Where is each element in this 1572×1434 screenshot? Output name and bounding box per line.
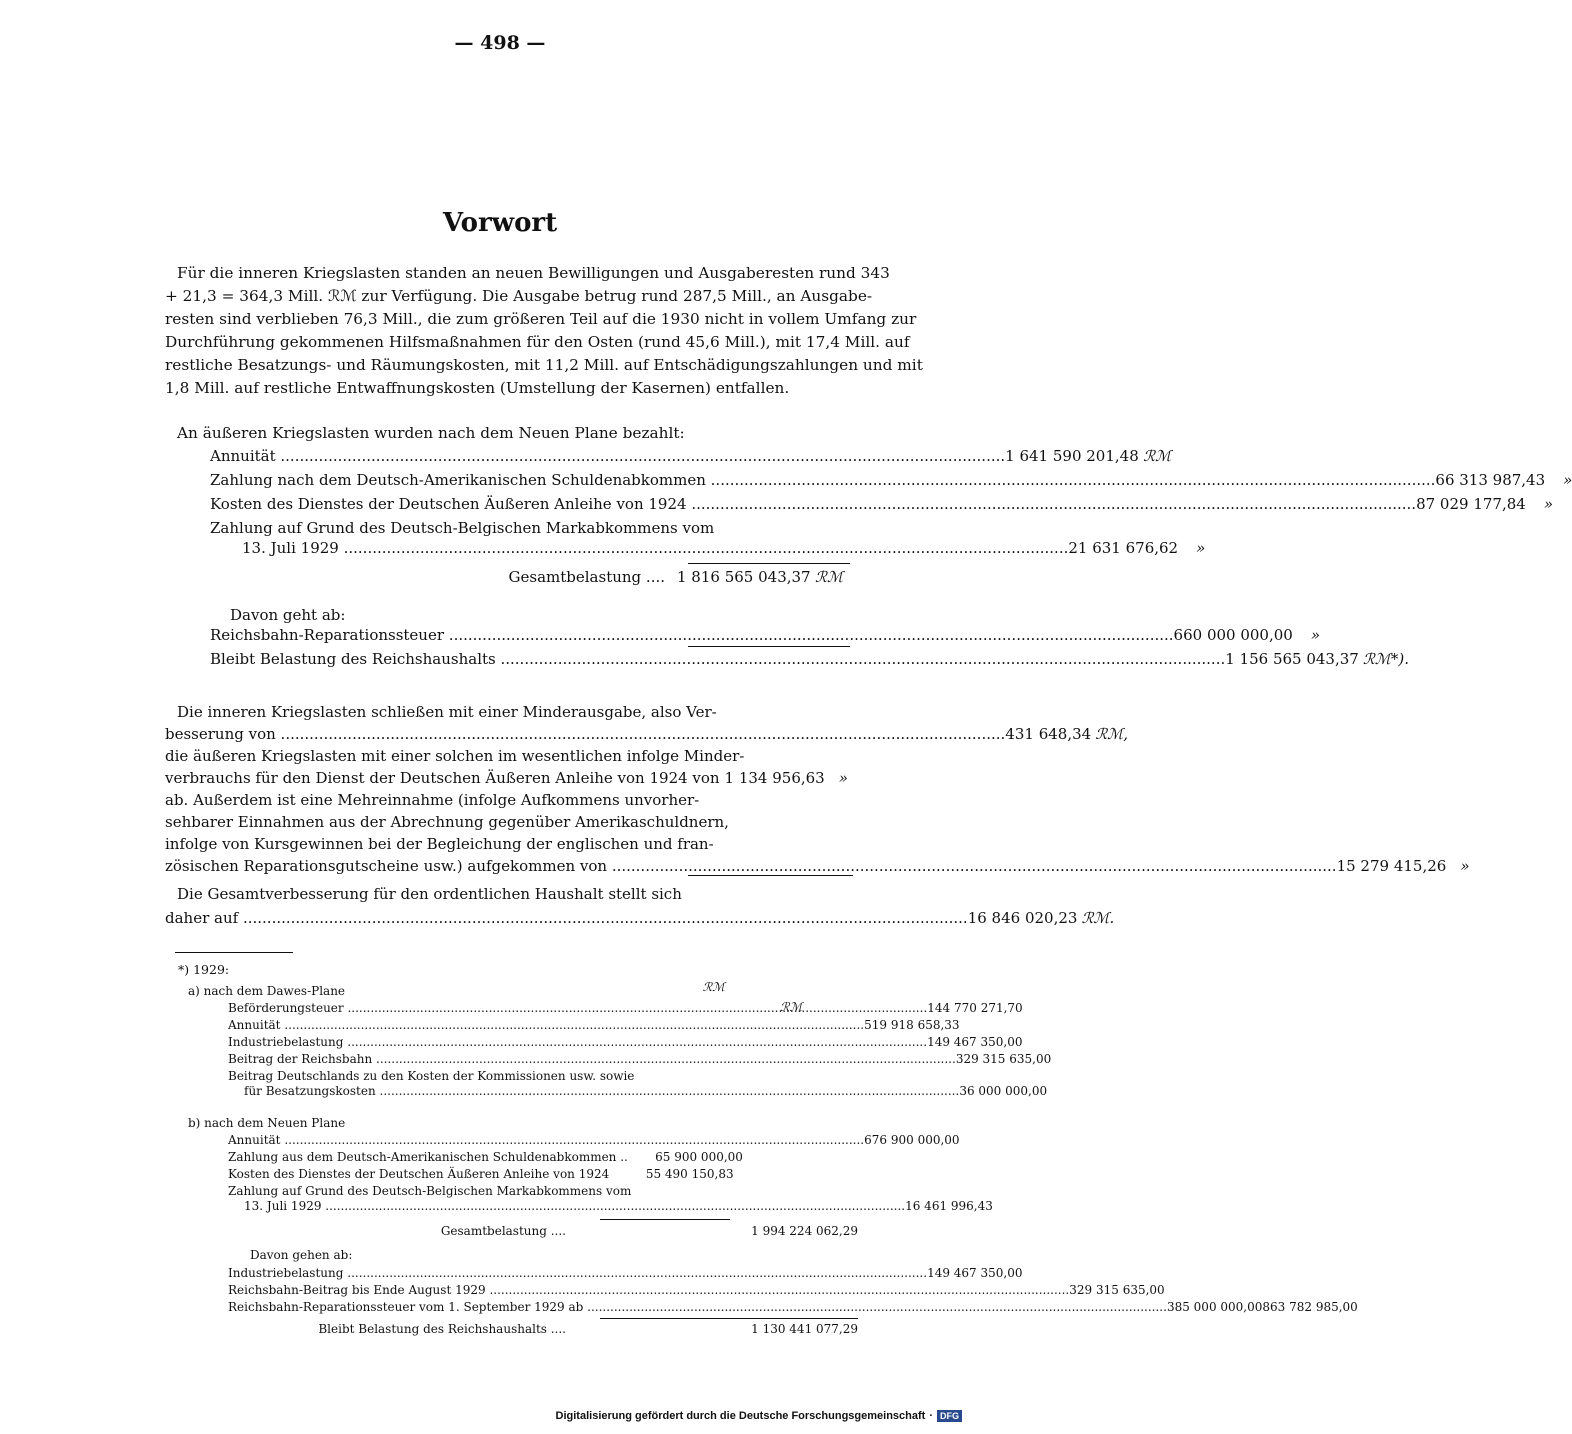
row-label: Annuität ..... <box>228 1133 864 1147</box>
footnote-row <box>228 1283 1165 1300</box>
footnote-remaining <box>228 1322 858 1336</box>
improvement-line <box>165 835 865 857</box>
item-amount: 87 029 177,84 <box>1416 495 1526 513</box>
row-label: Reichsbahn-Reparationssteuer vom 1. September 1929 ab ..... <box>228 1300 1167 1314</box>
external-item <box>210 519 855 539</box>
line-amount: 16 846 020,23 <box>967 909 1078 927</box>
footnote-row <box>228 1018 960 1035</box>
intro-line: resten sind verblieben 76,3 Mill., die zum größeren Teil auf die 1930 nicht in vollem Umfang zur <box>165 310 917 328</box>
footnote-row <box>228 1069 858 1084</box>
total-unit: ℛℳ <box>815 568 844 586</box>
improvement-line <box>165 885 865 909</box>
footnote-row <box>228 1199 993 1216</box>
item-label: Zahlung auf Grund des Deutsch-Belgischen Markabkommens vom <box>210 519 715 537</box>
intro-paragraph <box>165 262 923 400</box>
row-value: 16 461 996,43 <box>905 1199 993 1213</box>
footnote-a-items <box>228 1001 1052 1101</box>
line-amount: 15 279 415,26 <box>1336 857 1447 875</box>
row-label: Beitrag der Reichsbahn ..... <box>228 1052 956 1066</box>
row-value: 676 900 000,00 <box>864 1133 960 1147</box>
footnote-row <box>228 1150 858 1167</box>
digitization-footer <box>556 1410 962 1422</box>
footnote-deduct-items <box>228 1266 1358 1317</box>
page-number: — 498 — <box>454 32 546 54</box>
item-amount: 66 313 987,43 <box>1435 471 1546 489</box>
footnote-row <box>228 1266 1023 1283</box>
item-amount: 1 641 590 201,48 <box>1005 447 1139 465</box>
footnote-row <box>228 1133 960 1150</box>
improvement-line <box>165 791 865 813</box>
footnote-row <box>228 1001 1023 1018</box>
row-value: 55 490 150,83 <box>645 1167 734 1181</box>
line-text: infolge von Kursgewinnen bei der Begleichung der englischen und fran- <box>165 835 714 853</box>
row-label: Beförderungsteuer ..... <box>228 1001 927 1015</box>
page-title: Vorwort <box>442 208 558 238</box>
row-value-2: 863 782 985,00 <box>1262 1300 1358 1314</box>
sum-rule <box>600 1219 730 1220</box>
external-item <box>210 447 1172 471</box>
item-unit: » <box>1196 539 1206 557</box>
item-label: Zahlung nach dem Deutsch-Amerikanischen Schuldenabkommen ..... <box>210 471 1435 489</box>
improvement-line <box>165 909 1115 931</box>
remaining-label: Bleibt Belastung des Reichshaushalts .... <box>318 1322 566 1336</box>
total-label: Gesamtbelastung .... <box>508 568 665 586</box>
improvement-line <box>165 813 865 835</box>
line-text: verbrauchs für den Dienst der Deutschen Äußeren Anleihe von 1924 von <box>165 769 720 787</box>
dfg-logo: DFG <box>937 1410 962 1422</box>
total-value: 1 994 224 062,29 <box>751 1224 858 1238</box>
improvement-line <box>165 725 1128 747</box>
intro-line: Durchführung gekommenen Hilfsmaßnahmen für den Osten (rund 45,6 Mill.), mit 17,4 Mill. auf <box>165 333 910 351</box>
line-text: zösischen Reparationsgutscheine usw.) aufgekommen von ..... <box>165 857 1337 875</box>
sum-rule <box>688 646 850 647</box>
row-label: Kosten des Dienstes der Deutschen Äußeren Anleihe von 1924 <box>228 1167 610 1181</box>
footnote-row <box>228 1167 858 1184</box>
row-value: 149 467 350,00 <box>927 1266 1023 1280</box>
row-label: Industriebelastung ..... <box>228 1035 927 1049</box>
footnote-col1-unit: ℛℳ <box>702 980 725 994</box>
sum-rule <box>688 563 850 564</box>
line-amount: 431 648,34 <box>1005 725 1092 743</box>
external-item <box>210 471 1572 495</box>
line-text: besserung von ..... <box>165 725 1005 743</box>
total-label: Gesamtbelastung .... <box>440 1224 566 1238</box>
footnote-separator <box>175 952 293 953</box>
row-value: 144 770 271,70 <box>927 1001 1023 1015</box>
improvement-line <box>165 769 865 791</box>
item-label: Annuität ..... <box>210 447 1005 465</box>
remaining-unit: ℛℳ*). <box>1362 650 1409 668</box>
row-value: 519 918 658,33 <box>864 1018 960 1032</box>
improvements-block <box>165 703 1470 931</box>
row-value: 65 900 000,00 <box>655 1150 743 1164</box>
footnote-row <box>228 1184 858 1199</box>
intro-line: + 21,3 = 364,3 Mill. ℛℳ zur Verfügung. Die Ausgabe betrug rund 287,5 Mill., an Ausgabe- <box>165 287 873 305</box>
footnote-deduct-heading: Davon gehen ab: <box>250 1248 353 1262</box>
row-value: 149 467 350,00 <box>927 1035 1023 1049</box>
line-unit: » <box>1460 857 1470 875</box>
footnote-row <box>228 1084 1048 1101</box>
row-label: Industriebelastung ..... <box>228 1266 927 1280</box>
deduct-amount: 660 000 000,00 <box>1173 626 1293 644</box>
row-value: 329 315 635,00 <box>955 1052 1052 1066</box>
footnote-row <box>228 1052 1052 1069</box>
item-label: Kosten des Dienstes der Deutschen Äußeren Anleihe von 1924 ..... <box>210 495 1416 513</box>
row-label: Reichsbahn-Beitrag bis Ende August 1929 ..... <box>228 1283 1069 1297</box>
total-amount: 1 816 565 043,37 <box>677 568 811 586</box>
item-label: 13. Juli 1929 ..... <box>210 539 1068 557</box>
line-unit: » <box>838 769 848 787</box>
line-text: daher auf ..... <box>165 909 968 927</box>
line-text: Die Gesamtverbesserung für den ordentlichen Haushalt stellt sich <box>177 885 682 903</box>
row-label: Zahlung aus dem Deutsch-Amerikanischen Schuldenabkommen .. <box>228 1150 628 1164</box>
external-heading: An äußeren Kriegslasten wurden nach dem Neuen Plane bezahlt: <box>177 424 685 442</box>
line-text: die äußeren Kriegslasten mit einer solchen im wesentlichen infolge Minder- <box>165 747 745 765</box>
row-value: 36 000 000,00 <box>959 1084 1048 1098</box>
line-unit: ℛℳ, <box>1095 725 1128 743</box>
improvement-line <box>165 703 865 725</box>
row-label: 13. Juli 1929 ..... <box>228 1199 905 1213</box>
footnote-row <box>228 1035 1023 1052</box>
external-item <box>210 539 1206 563</box>
remaining-amount: 1 156 565 043,37 <box>1225 650 1359 668</box>
row-value: 329 315 635,00 <box>1069 1283 1165 1297</box>
line-text: ab. Außerdem ist eine Mehreinnahme (infolge Aufkommens unvorher- <box>165 791 700 809</box>
footnote-row <box>228 1300 1358 1317</box>
intro-line: restliche Besatzungs- und Räumungskosten, mit 11,2 Mill. auf Entschädigungszahlungen und mit <box>165 356 923 374</box>
external-total <box>210 568 855 586</box>
row-label: für Besatzungskosten ..... <box>228 1084 959 1098</box>
footer-text: Digitalisierung gefördert durch die Deutsche Forschungsgemeinschaft <box>555 1410 926 1422</box>
row-label: Beitrag Deutschlands zu den Kosten der Kommissionen usw. sowie <box>228 1069 635 1083</box>
remaining-value: 1 130 441 077,29 <box>751 1322 858 1336</box>
footnote-b-items <box>228 1133 993 1216</box>
item-unit: » <box>1543 495 1554 513</box>
deduct-label: Reichsbahn-Reparationssteuer ..... <box>210 626 1174 644</box>
row-label: Annuität ..... <box>228 1018 864 1032</box>
deduct-row <box>210 626 1321 644</box>
footnote-total <box>228 1224 858 1238</box>
item-unit: ℛℳ <box>1143 447 1172 465</box>
item-unit: » <box>1563 471 1572 489</box>
line-text: sehbarer Einnahmen aus der Abrechnung gegenüber Amerikaschuldnern, <box>165 813 729 831</box>
line-text: Die inneren Kriegslasten schließen mit einer Minderausgabe, also Ver- <box>177 703 717 721</box>
intro-line: 1,8 Mill. auf restliche Entwaffnungskosten (Umstellung der Kasernen) entfallen. <box>165 379 790 397</box>
external-items <box>210 447 1572 563</box>
remaining-row <box>210 650 1409 668</box>
deduct-unit: » <box>1310 626 1321 644</box>
footnote-marker: *) 1929: <box>178 962 230 977</box>
external-item <box>210 495 1554 519</box>
footnote-col2-unit: ℛℳ <box>780 1000 803 1014</box>
row-label: Zahlung auf Grund des Deutsch-Belgischen Markabkommens vom <box>228 1184 632 1198</box>
sum-rule <box>600 1318 858 1319</box>
footer-separator: · <box>929 1410 933 1422</box>
line-unit: ℛℳ. <box>1081 909 1115 927</box>
footnote-b-heading: b) nach dem Neuen Plane <box>188 1116 346 1130</box>
intro-line: Für die inneren Kriegslasten standen an neuen Bewilligungen und Ausgaberesten rund 343 <box>177 264 890 282</box>
remaining-label: Bleibt Belastung des Reichshaushalts ..... <box>210 650 1225 668</box>
row-value: 385 000 000,00 <box>1166 1300 1263 1314</box>
footnote-a-heading: a) nach dem Dawes-Plane <box>188 984 346 998</box>
sum-rule <box>688 875 853 876</box>
line-amount: 1 134 956,63 <box>724 769 825 787</box>
improvement-line <box>165 747 865 769</box>
item-amount: 21 631 676,62 <box>1068 539 1179 557</box>
deduct-heading: Davon geht ab: <box>230 606 346 624</box>
